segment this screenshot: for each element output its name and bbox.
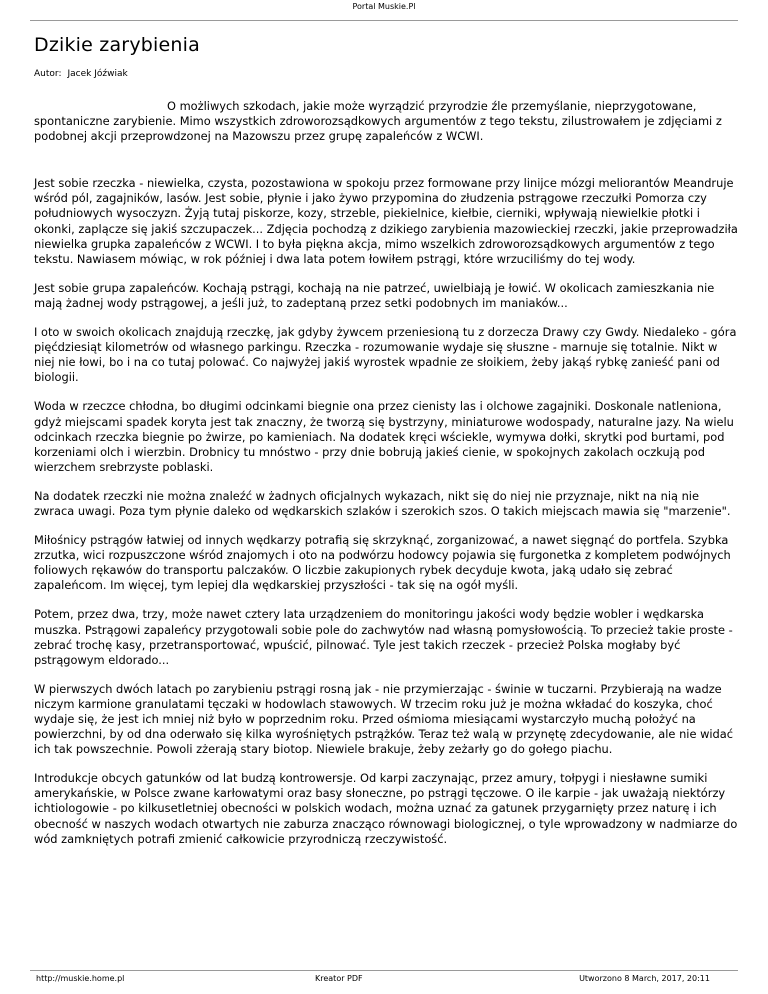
page-footer <box>30 970 738 985</box>
paragraph: Introdukcje obcych gatunków od lat budzą kontrowersje. Od karpi zaczynając, przez amury, tołpygi i niesławne sumiki amerykańskie, w Polsce zwane karłowatymi oraz basy słoneczne, po pstrągi tęczowe. O ile karpie - jak uważają niektórzy ichtiologowie - po kilkusetletniej obecności w polskich wodach, można uznać za gatunek przygarnięty przez naturę i ich obecność w naszych wodach otwartych nie zaburza znacząco równowagi biologicznej, o tyle wprowadzony w nadmiarze do wód zamkniętych potrafi zmienić całkowicie przyrodniczą rzeczywistość. <box>34 771 738 846</box>
lead-paragraph: O możliwych szkodach, jakie może wyrządzić przyrodzie źle przemyślanie, nieprzygotowane, spontaniczne zarybienie. Mimo wszystkich zdroworozsądkowych argumentów z tego tekstu, zilustrowałem je zdjęciami z podobnej akcji przeprowdzonej na Mazowszu przez grupę zapaleńców z WCWI. <box>34 99 722 144</box>
footer-url: http://muskie.home.pl <box>36 974 125 983</box>
site-name: Portal Muskie.Pl <box>352 2 416 11</box>
footer-created: Utworzono 8 March, 2017, 20:11 <box>579 974 710 983</box>
article-title: Dzikie zarybienia <box>34 34 200 56</box>
page-header <box>30 0 738 21</box>
paragraph: Na dodatek rzeczki nie można znaleźć w żadnych oficjalnych wykazach, nikt się do niej nie przyznaje, nikt na nią nie zwraca uwagi. Poza tym płynie daleko od wędkarskich szlaków i szerokich szos. O takich miejscach mawia się "marzenie". <box>34 488 731 518</box>
paragraph: I oto w swoich okolicach znajdują rzeczkę, jak gdyby żywcem przeniesioną tu z dorzecza Drawy czy Gwdy. Niedaleko - góra pięćdziesiąt kilometrów od własnego parkingu. Rzeczka - rozumowanie wydaje się słuszne - marnuje się totalnie. Nikt w niej nie łowi, bo i na co tutaj polować. Co najwyżej jakiś wyrostek wpadnie ze słoikiem, żeby jakąś rybkę zanieść pani od biologii. <box>34 325 737 385</box>
paragraph: Woda w rzeczce chłodna, bo długimi odcinkami biegnie ona przez cienisty las i olchowe zagajniki. Doskonale natleniona, gdyż miejscami spadek koryta jest tak znaczny, że tworzą się bystrzyny, miniaturowe wodospady, naturalne jazy. Na wielu odcinkach rzeczka biegnie po żwirze, po kamieniach. Na dodatek kręci wściekle, wymywa dołki, skrytki pod burtami, pod korzeniami olch i wierzbin. Drobnicy tu mnóstwo - przy dnie bobrują jakieś cienie, w spokojnych zakolach oczkują pod wierzchem srebrzyste poblaski. <box>34 399 734 474</box>
author-label: Autor: <box>34 69 62 79</box>
author-line <box>34 69 128 79</box>
paragraph: Potem, przez dwa, trzy, może nawet cztery lata urządzeniem do monitoringu jakości wody będzie wobler i wędkarska muszka. Pstrągowi zapaleńcy przygotowali sobie pole do zachwytów nad własną pomysłowością. To przecież takie proste - zebrać trochę kasy, przetransportować, wpuścić, pilnować. Tyle jest takich rzeczek - przecież Polska mogłaby być pstrągowym eldorado... <box>34 607 733 667</box>
paragraph: Jest sobie rzeczka - niewielka, czysta, pozostawiona w spokoju przez formowane przy linijce mózgi meliorantów Meandruje wśród pól, zagajników, lasów. Jest sobie, płynie i jako żywo przypomina do złudzenia pstrągowe rzeczułki Pomorza czy południowych wysoczyzn. Żyją tutaj piskorze, kozy, strzeble, piekielnice, kiełbie, cierniki, wpływają niewielkie płotki i okonki, zaplącze się jakiś szczupaczek... Zdjęcia pochodzą z dzikiego zarybienia mazowieckiej rzeczki, jakie przeprowadziła niewielka grupka zapaleńców z WCWI. I to była piękna akcja, mimo wszelkich zdroworozsądkowych argumentów z tego tekstu. Nawiasem mówiąc, w rok później i dwa lata potem łowiłem pstrągi, które wrzuciliśmy do tej wody. <box>34 176 738 266</box>
footer-generator: Kreator PDF <box>315 974 363 983</box>
author-name: Jacek Jóźwiak <box>67 69 128 79</box>
paragraph: Miłośnicy pstrągów łatwiej od innych wędkarzy potrafią się skrzyknąć, zorganizować, a nawet sięgnąć do portfela. Szybka zrzutka, wici rozpuszczone wśród znajomych i oto na podwórzu hodowcy pojawia się furgonetka z kompletem podwójnych foliowych rękawów do transportu palczaków. O liczbie zakupionych rybek decyduje kwota, jaką udało się zebrać zapaleńcom. Im więcej, tym lepiej dla wędkarskiej przyszłości - tak się na ogół myśli. <box>34 533 731 593</box>
paragraph: W pierwszych dwóch latach po zarybieniu pstrągi rosną jak - nie przymierzając - świnie w tuczarni. Przybierają na wadze niczym karmione granulatami tęczaki w hodowlach stawowych. W trzecim roku już je można wkładać do koszyka, choć wydaje się, że jest ich mniej niż było w poprzednim roku. Przed ośmioma miesiącami wystarczyło muchą położyć na powierzchni, by od dna oderwało się kilka wyrośniętych pstrążków. Teraz też walą w przynętę zdecydowanie, ale nie widać ich tak powszechnie. Powoli zżerają stary biotop. Niewiele brakuje, żeby zeżarły go do gołego piachu. <box>34 681 734 757</box>
paragraph: Jest sobie grupa zapaleńców. Kochają pstrągi, kochają na nie patrzeć, uwielbiają je łowić. W okolicach zamieszkania nie mają żadnej wody pstrągowej, a jeśli już, to zadeptaną przez setki podobnych im maniaków... <box>34 280 715 310</box>
article-body <box>34 99 740 861</box>
